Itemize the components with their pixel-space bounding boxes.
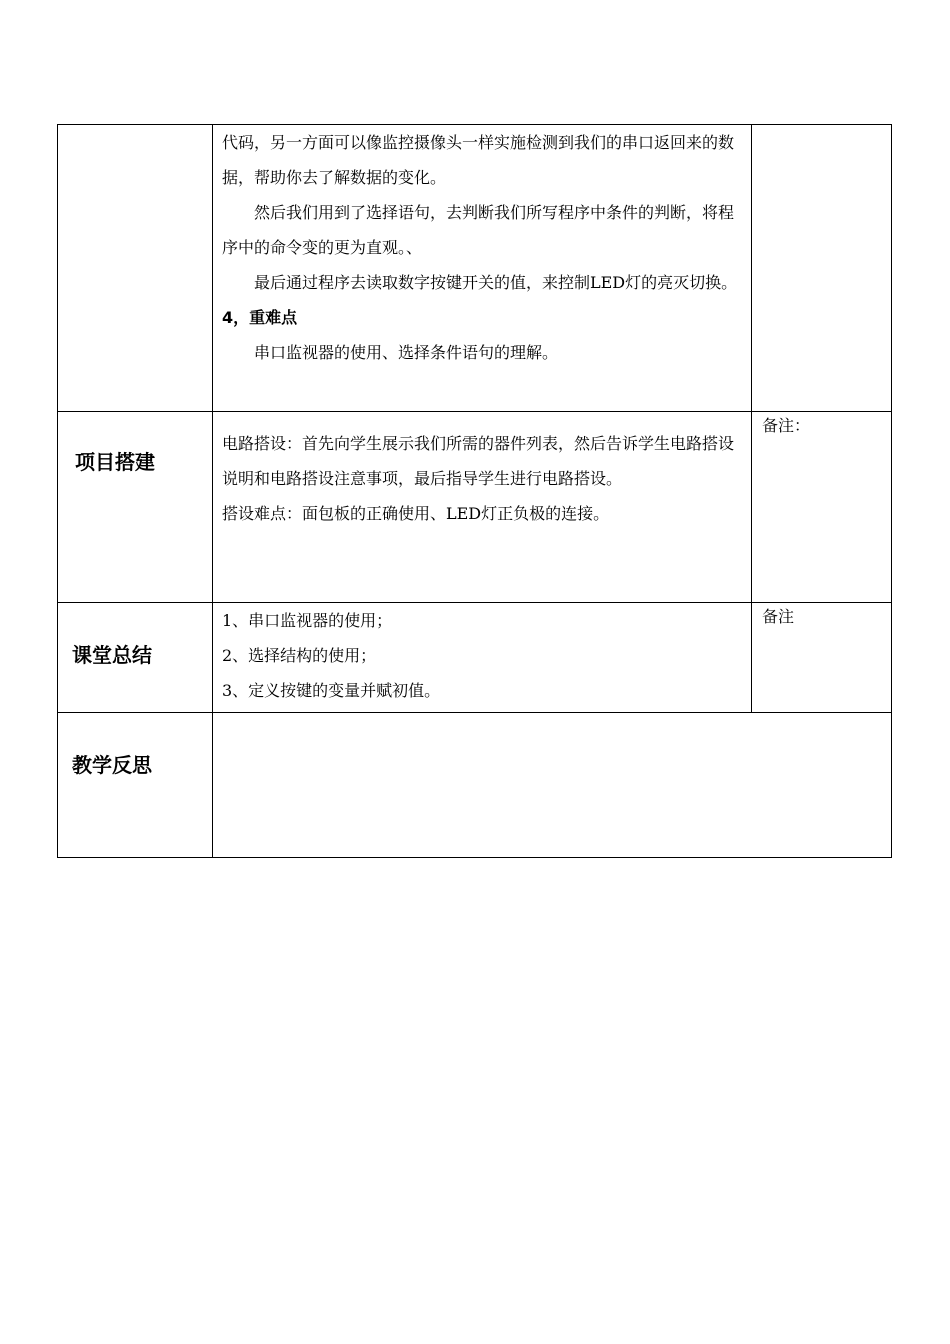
list-item: 2、选择结构的使用；: [222, 646, 377, 665]
label-cell-empty: [58, 125, 213, 412]
note-cell: [752, 603, 892, 713]
heading-key-difficulties: 4，重难点: [222, 308, 298, 327]
paragraph-select-statement: 然后我们用到了选择语句，去判断我们所写程序中条件的判断，将程序中的命令变的更为直观。、: [222, 203, 735, 257]
section-label-class-summary: 课堂总结: [72, 643, 152, 667]
note-label: 备注：: [762, 416, 811, 435]
reflection-content-cell: [213, 713, 892, 858]
table-row-teaching-reflection: [58, 713, 892, 858]
label-cell: [58, 713, 213, 858]
paragraph-serial-monitor: 代码，另一方面可以像监控摄像头一样实施检测到我们的串口返回来的数据，帮助你去了解数据的变化。: [222, 133, 735, 187]
content-cell: [213, 412, 752, 603]
content-cell: [213, 603, 752, 713]
table-row-project-setup: [58, 412, 892, 603]
paragraph-read-button: 最后通过程序去读取数字按键开关的值，来控制LED灯的亮灭切换。: [254, 273, 738, 292]
note-cell-empty: [752, 125, 892, 412]
list-item: 3、定义按键的变量并赋初值。: [222, 681, 441, 700]
lesson-plan-table: [57, 124, 892, 858]
note-label: 备注: [762, 607, 795, 626]
paragraph-difficulties: 串口监视器的使用、选择条件语句的理解。: [254, 343, 559, 362]
label-cell: [58, 412, 213, 603]
table-row-continuation: [58, 125, 892, 412]
table-row-class-summary: [58, 603, 892, 713]
paragraph-circuit-setup: 电路搭设：首先向学生展示我们所需的器件列表，然后告诉学生电路搭设说明和电路搭设注意事项，最后指导学生进行电路搭设。: [222, 434, 735, 488]
content-cell: [213, 125, 752, 412]
label-cell: [58, 603, 213, 713]
paragraph-setup-difficulty: 搭设难点：面包板的正确使用、LED灯正负极的连接。: [222, 504, 610, 523]
note-cell: [752, 412, 892, 603]
section-label-teaching-reflection: 教学反思: [72, 753, 152, 777]
list-item: 1、串口监视器的使用；: [222, 611, 393, 630]
section-label-project-setup: 项目搭建: [75, 450, 155, 474]
